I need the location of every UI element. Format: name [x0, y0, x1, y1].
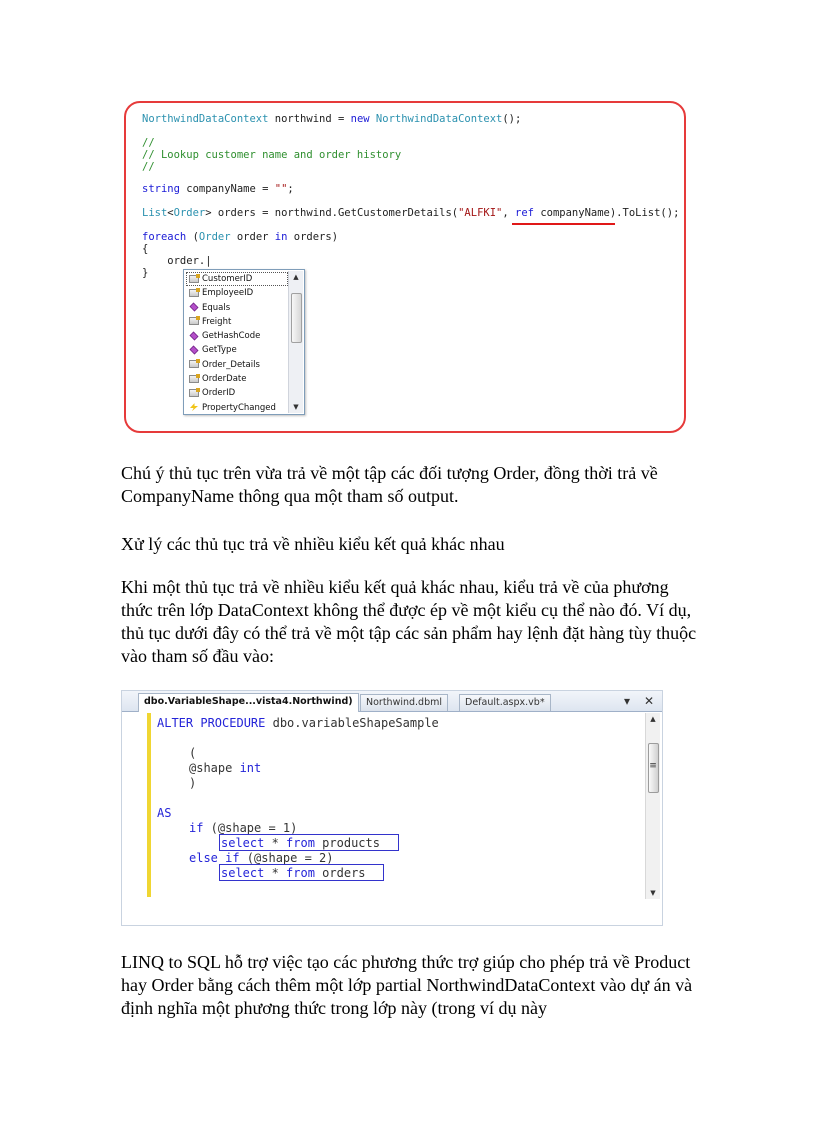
sql-line-9: select * from orders: [221, 866, 366, 880]
intellisense-list: [186, 272, 288, 415]
code-line-10: }: [142, 267, 149, 279]
code-line-7: foreach (Order order in orders): [142, 231, 339, 243]
change-margin-indicator: [147, 713, 151, 897]
scroll-up-arrow-icon[interactable]: ▲: [293, 273, 299, 281]
code-line-3: // Lookup customer name and order history: [142, 149, 402, 161]
sql-line-5: AS: [157, 806, 172, 820]
code-line-9: order.|: [142, 255, 212, 267]
code-screenshot-csharp: [124, 101, 686, 433]
tab-northwind-dbml[interactable]: Northwind.dbml: [360, 694, 448, 711]
property-icon: [189, 275, 199, 283]
code-line-6: List<Order> orders = northwind.GetCustomerDetails("ALFKI", ref companyName).ToList();: [142, 207, 680, 219]
ref-underline-highlight: [512, 223, 615, 225]
intellisense-item[interactable]: GetType: [186, 343, 288, 357]
code-line-8: {: [142, 243, 149, 255]
paragraph-2: Khi một thủ tục trả về nhiều kiểu kết quả khác nhau, kiểu trả về của phương thức trên lớp DataContext không thể được ép về một kiểu cụ thể nào đó. Ví dụ, thủ tục dưới đây có thể trả về một tập các sản phẩm hay lệnh đặt hàng tùy thuộc vào tham số đầu vào:: [121, 577, 697, 666]
intellisense-item[interactable]: OrderID: [186, 386, 288, 400]
pin-dropdown-icon[interactable]: ▾: [624, 694, 631, 708]
paragraph-3: LINQ to SQL hỗ trợ việc tạo các phương thức trợ giúp cho phép trả về Product hay Order bằng cách thêm một lớp partial NorthwindDataContext vào dự án và định nghĩa một phương thức trong lớp này (trong ví dụ này: [121, 952, 693, 1018]
sql-line-2: (: [189, 746, 197, 760]
tab-default-aspx-vb[interactable]: Default.aspx.vb*: [459, 694, 551, 711]
property-icon: [189, 360, 199, 368]
code-line-2: //: [142, 137, 155, 149]
property-icon: [189, 289, 199, 297]
intellisense-item[interactable]: Freight: [186, 315, 288, 329]
intellisense-item[interactable]: Equals: [186, 301, 288, 315]
method-icon: [190, 346, 199, 355]
sql-line-6: if (@shape = 1): [189, 821, 298, 835]
code-line-5: string companyName = "";: [142, 183, 294, 195]
intellisense-item[interactable]: GetHashCode: [186, 329, 288, 343]
scroll-up-arrow-icon[interactable]: ▲: [650, 715, 656, 723]
property-icon: [189, 317, 199, 325]
event-icon: [189, 403, 199, 411]
property-icon: [189, 389, 199, 397]
scrollbar-grip-icon: ≡: [649, 761, 657, 771]
scroll-down-arrow-icon[interactable]: ▼: [650, 889, 656, 897]
tab-variable-shape[interactable]: dbo.VariableShape...vista4.Northwind): [138, 693, 359, 712]
intellisense-scrollbar[interactable]: [288, 271, 303, 413]
sql-line-1: ALTER PROCEDURE dbo.variableShapeSample: [157, 716, 439, 730]
intellisense-item[interactable]: PropertyChanged: [186, 401, 288, 415]
close-icon[interactable]: ✕: [644, 694, 655, 708]
paragraph-1: Chú ý thủ tục trên vừa trả về một tập các đối tượng Order, đồng thời trả về CompanyName thông qua một tham số output.: [121, 463, 658, 506]
property-icon: [189, 375, 199, 383]
sql-line-3: @shape int: [189, 761, 262, 775]
section-heading: Xử lý các thủ tục trả về nhiều kiểu kết quả khác nhau: [121, 534, 505, 554]
sql-line-7: select * from products: [221, 836, 380, 850]
intellisense-item[interactable]: Order_Details: [186, 358, 288, 372]
code-line-4: //: [142, 161, 155, 173]
scroll-down-arrow-icon[interactable]: ▼: [293, 403, 299, 411]
method-icon: [190, 331, 199, 340]
sql-editor-screenshot: [121, 690, 663, 926]
intellisense-popup[interactable]: [183, 269, 305, 415]
code-line-1: NorthwindDataContext northwind = new NorthwindDataContext();: [142, 113, 522, 125]
sql-line-8: else if (@shape = 2): [189, 851, 334, 865]
intellisense-item[interactable]: EmployeeID: [186, 286, 288, 300]
editor-vertical-scrollbar[interactable]: [645, 713, 660, 899]
editor-tab-bar: [122, 691, 662, 712]
intellisense-item[interactable]: OrderDate: [186, 372, 288, 386]
intellisense-item[interactable]: CustomerID: [186, 272, 288, 286]
sql-line-4: ): [189, 776, 197, 790]
scrollbar-thumb[interactable]: [291, 293, 302, 343]
method-icon: [190, 303, 199, 312]
